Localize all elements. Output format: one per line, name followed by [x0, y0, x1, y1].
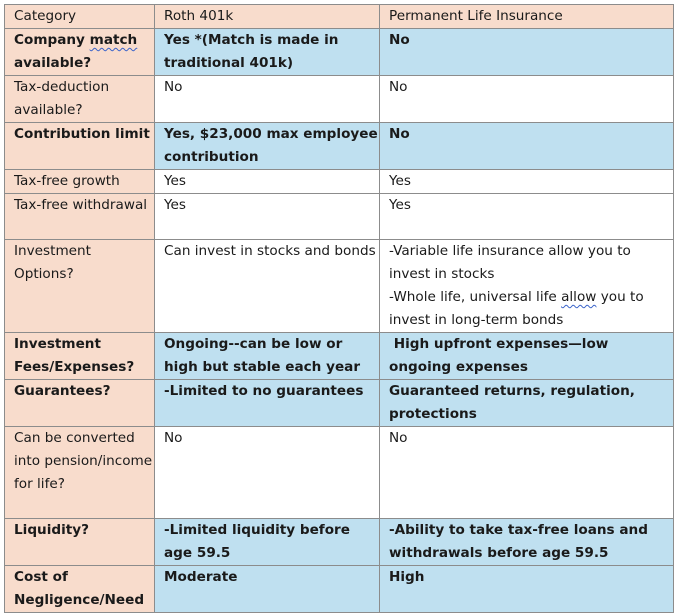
header-category: Category — [5, 5, 155, 29]
life-cell-line: -Variable life insurance allow you to invest in stocks — [389, 243, 631, 282]
life-cell: Guaranteed returns, regulation, protections — [380, 380, 674, 427]
life-cell: No — [380, 29, 674, 76]
row-category: Liquidity? — [5, 519, 155, 566]
table-row — [5, 29, 674, 76]
roth-cell: Ongoing--can be low or high but stable each year — [155, 333, 380, 380]
life-cell: Yes — [380, 194, 674, 240]
table-row — [5, 427, 674, 519]
life-cell: Yes — [380, 170, 674, 194]
comparison-table — [4, 4, 674, 613]
life-cell-line-text-end: you to invest in long-term bonds — [389, 289, 644, 328]
row-category-text: Company — [14, 32, 90, 48]
life-cell: No — [380, 427, 674, 519]
life-cell: No — [380, 76, 674, 123]
life-cell: No — [380, 123, 674, 170]
life-cell-line — [389, 286, 673, 332]
roth-cell: -Limited to no guarantees — [155, 380, 380, 427]
row-category — [5, 29, 155, 76]
table-row — [5, 566, 674, 613]
row-category: Tax-free growth — [5, 170, 155, 194]
row-category: Tax-free withdrawal — [5, 194, 155, 240]
table-row — [5, 333, 674, 380]
roth-cell: Yes *(Match is made in traditional 401k) — [155, 29, 380, 76]
table-row — [5, 519, 674, 566]
spellcheck-marked-word: allow — [561, 289, 597, 305]
table-row — [5, 240, 674, 333]
roth-cell: Yes — [155, 194, 380, 240]
table-row — [5, 194, 674, 240]
row-category: Guarantees? — [5, 380, 155, 427]
life-cell — [380, 240, 674, 333]
table-row — [5, 76, 674, 123]
life-cell: High — [380, 566, 674, 613]
row-category: Investment Options? — [5, 240, 155, 333]
row-category: Contribution limit — [5, 123, 155, 170]
table-row — [5, 170, 674, 194]
header-permanent-life-insurance: Permanent Life Insurance — [380, 5, 674, 29]
life-cell-line-text: -Whole life, universal life — [389, 289, 562, 305]
row-category: Cost of Negligence/Need — [5, 566, 155, 613]
row-category: Investment Fees/Expenses? — [5, 333, 155, 380]
row-category: Can be converted into pension/income for life? — [5, 427, 155, 519]
roth-cell: No — [155, 427, 380, 519]
life-cell: High upfront expenses—low ongoing expenses — [380, 333, 674, 380]
spellcheck-marked-word: match — [89, 32, 138, 48]
table-row — [5, 123, 674, 170]
roth-cell: Moderate — [155, 566, 380, 613]
row-category: Tax-deduction available? — [5, 76, 155, 123]
roth-cell: Yes — [155, 170, 380, 194]
row-category-text-end: available? — [14, 55, 92, 71]
roth-cell: Can invest in stocks and bonds — [155, 240, 380, 333]
life-cell: -Ability to take tax-free loans and withdrawals before age 59.5 — [380, 519, 674, 566]
header-roth-401k: Roth 401k — [155, 5, 380, 29]
roth-cell: Yes, $23,000 max employee contribution — [155, 123, 380, 170]
table-row — [5, 380, 674, 427]
roth-cell: No — [155, 76, 380, 123]
roth-cell: -Limited liquidity before age 59.5 — [155, 519, 380, 566]
header-row — [5, 5, 674, 29]
